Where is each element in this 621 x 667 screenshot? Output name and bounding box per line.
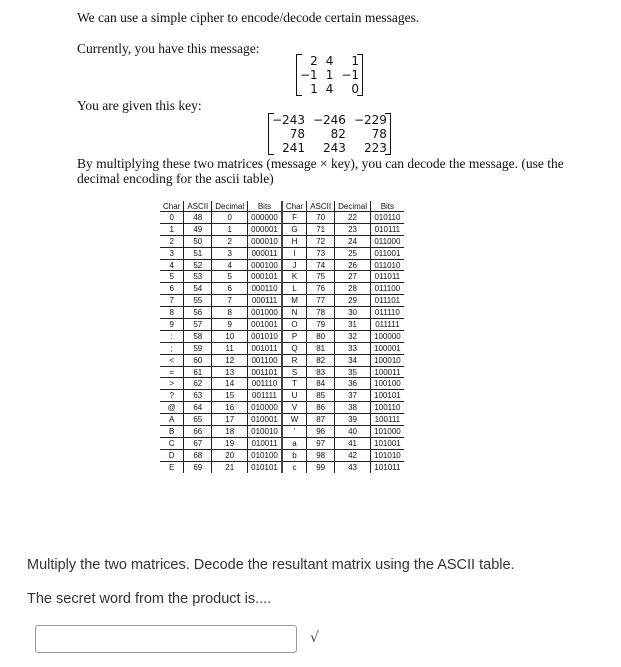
- table-cell: 1: [212, 223, 248, 235]
- table-cell: ': [282, 426, 307, 438]
- table-cell: 000110: [248, 283, 282, 295]
- message-matrix-cell: 2: [310, 54, 318, 68]
- table-cell: 100110: [371, 402, 404, 414]
- table-cell: I: [282, 247, 307, 259]
- table-cell: 25: [335, 247, 371, 259]
- table-cell: 97: [307, 437, 335, 449]
- table-cell: 29: [335, 295, 371, 307]
- key-matrix-cell: 78: [289, 127, 305, 141]
- table-cell: 31: [335, 319, 371, 331]
- table-cell: 81: [307, 342, 335, 354]
- table-row: [160, 223, 404, 235]
- table-cell: H: [282, 235, 307, 247]
- table-cell: 71: [307, 223, 335, 235]
- table-cell: 7: [212, 295, 248, 307]
- table-cell: 34: [335, 354, 371, 366]
- table-cell: 010011: [248, 437, 282, 449]
- table-cell: 74: [307, 259, 335, 271]
- table-row: [160, 271, 404, 283]
- table-cell: 73: [307, 247, 335, 259]
- table-cell: 001010: [248, 330, 282, 342]
- table-cell: U: [282, 390, 307, 402]
- table-cell: 010100: [248, 449, 282, 461]
- table-cell: 010101: [248, 461, 282, 472]
- table-row: [160, 437, 404, 449]
- table-cell: ?: [160, 390, 184, 402]
- table-cell: 001110: [248, 378, 282, 390]
- table-cell: 10: [212, 330, 248, 342]
- table-row: [160, 390, 404, 402]
- key-matrix-cell: 223: [364, 141, 387, 155]
- table-cell: 001111: [248, 390, 282, 402]
- table-cell: 16: [212, 402, 248, 414]
- table-cell: 6: [212, 283, 248, 295]
- table-cell: 76: [307, 283, 335, 295]
- table-cell: 5: [160, 271, 184, 283]
- secret-word-prompt: The secret word from the product is....: [27, 591, 272, 607]
- table-row: [160, 378, 404, 390]
- table-cell: ;: [160, 342, 184, 354]
- table-cell: :: [160, 330, 184, 342]
- table-cell: N: [282, 307, 307, 319]
- table-cell: W: [282, 414, 307, 426]
- table-cell: 64: [184, 402, 212, 414]
- table-cell: 42: [335, 449, 371, 461]
- table-cell: 75: [307, 271, 335, 283]
- table-cell: 56: [184, 307, 212, 319]
- table-cell: 3: [212, 247, 248, 259]
- column-header: Char: [282, 201, 307, 212]
- table-cell: 010111: [371, 223, 404, 235]
- table-cell: 83: [307, 366, 335, 378]
- table-cell: 001011: [248, 342, 282, 354]
- table-cell: 26: [335, 259, 371, 271]
- message-matrix-cell: 1: [351, 54, 360, 68]
- column-header: Decimal: [335, 201, 371, 212]
- table-cell: 0: [212, 212, 248, 224]
- message-matrix-cell: 0: [351, 82, 360, 96]
- table-cell: V: [282, 402, 307, 414]
- table-cell: 011111: [371, 319, 404, 331]
- table-row: [160, 402, 404, 414]
- table-cell: 000011: [248, 247, 282, 259]
- ascii-table: [160, 201, 404, 473]
- table-cell: 99: [307, 461, 335, 472]
- table-cell: 13: [212, 366, 248, 378]
- table-row: [160, 235, 404, 247]
- table-cell: 101010: [371, 449, 404, 461]
- table-cell: 4: [160, 259, 184, 271]
- table-row: [160, 247, 404, 259]
- table-cell: 85: [307, 390, 335, 402]
- table-cell: 20: [212, 449, 248, 461]
- table-cell: 51: [184, 247, 212, 259]
- table-cell: 33: [335, 342, 371, 354]
- table-cell: 001001: [248, 319, 282, 331]
- table-cell: J: [282, 259, 307, 271]
- instruction-line-2: decimal encoding for the ascii table): [77, 171, 274, 186]
- math-editor-icon[interactable]: √: [310, 630, 319, 646]
- key-matrix-cell: −229: [353, 113, 387, 127]
- table-cell: 78: [307, 307, 335, 319]
- table-cell: 35: [335, 366, 371, 378]
- table-cell: K: [282, 271, 307, 283]
- table-cell: 011101: [371, 295, 404, 307]
- table-row: [160, 307, 404, 319]
- table-cell: 98: [307, 449, 335, 461]
- table-cell: 48: [184, 212, 212, 224]
- table-cell: 101011: [371, 461, 404, 472]
- table-cell: 96: [307, 426, 335, 438]
- table-cell: 010110: [371, 212, 404, 224]
- table-cell: 011011: [371, 271, 404, 283]
- table-cell: 69: [184, 461, 212, 472]
- table-cell: 55: [184, 295, 212, 307]
- table-cell: O: [282, 319, 307, 331]
- table-cell: 000001: [248, 223, 282, 235]
- table-cell: 24: [335, 235, 371, 247]
- table-cell: M: [282, 295, 307, 307]
- key-matrix-cell: 243: [323, 141, 346, 155]
- table-cell: 2: [160, 235, 184, 247]
- question-text: Multiply the two matrices. Decode the resultant matrix using the ASCII table.: [27, 557, 515, 573]
- table-cell: S: [282, 366, 307, 378]
- table-cell: 001000: [248, 307, 282, 319]
- table-cell: 100011: [371, 366, 404, 378]
- table-cell: 101001: [371, 437, 404, 449]
- table-cell: P: [282, 330, 307, 342]
- message-matrix-cell: −1: [300, 68, 318, 82]
- table-cell: D: [160, 449, 184, 461]
- table-cell: 6: [160, 283, 184, 295]
- table-cell: 17: [212, 414, 248, 426]
- key-label: You are given this key:: [77, 98, 202, 113]
- table-cell: 100000: [371, 330, 404, 342]
- table-cell: 0: [160, 212, 184, 224]
- table-cell: b: [282, 449, 307, 461]
- table-cell: 011001: [371, 247, 404, 259]
- table-cell: =: [160, 366, 184, 378]
- table-cell: @: [160, 402, 184, 414]
- table-cell: 011000: [371, 235, 404, 247]
- table-cell: 52: [184, 259, 212, 271]
- table-cell: 19: [212, 437, 248, 449]
- table-cell: 000100: [248, 259, 282, 271]
- table-cell: L: [282, 283, 307, 295]
- table-cell: 15: [212, 390, 248, 402]
- table-cell: 65: [184, 414, 212, 426]
- table-cell: c: [282, 461, 307, 472]
- table-cell: 66: [184, 426, 212, 438]
- table-cell: 100101: [371, 390, 404, 402]
- message-label: Currently, you have this message:: [77, 41, 260, 56]
- table-cell: 57: [184, 319, 212, 331]
- message-matrix: [296, 54, 363, 96]
- table-cell: 1: [160, 223, 184, 235]
- column-header: Char: [163, 201, 181, 211]
- table-cell: 101000: [371, 426, 404, 438]
- key-matrix-cell: 241: [282, 141, 305, 155]
- key-matrix-cell: 82: [330, 127, 346, 141]
- table-cell: 32: [335, 330, 371, 342]
- table-row: [160, 414, 404, 426]
- table-cell: 62: [184, 378, 212, 390]
- table-cell: 49: [184, 223, 212, 235]
- table-cell: 000000: [248, 212, 282, 224]
- intro-text: We can use a simple cipher to encode/decode certain messages.: [77, 10, 420, 25]
- key-matrix-cell: 78: [371, 127, 387, 141]
- table-cell: 27: [335, 271, 371, 283]
- table-cell: 18: [212, 426, 248, 438]
- table-cell: 87: [307, 414, 335, 426]
- table-cell: 100001: [371, 342, 404, 354]
- table-cell: 60: [184, 354, 212, 366]
- table-cell: 72: [307, 235, 335, 247]
- column-header: Bits: [248, 201, 282, 212]
- table-row: [160, 295, 404, 307]
- table-cell: 100100: [371, 378, 404, 390]
- table-row: [160, 259, 404, 271]
- table-cell: 7: [160, 295, 184, 307]
- message-matrix-cell: −1: [341, 68, 360, 82]
- table-cell: 39: [335, 414, 371, 426]
- table-cell: 86: [307, 402, 335, 414]
- table-cell: 11: [212, 342, 248, 354]
- table-cell: 37: [335, 390, 371, 402]
- table-cell: 50: [184, 235, 212, 247]
- table-cell: 3: [160, 247, 184, 259]
- table-row: [160, 319, 404, 331]
- table-cell: 9: [160, 319, 184, 331]
- table-cell: 58: [184, 330, 212, 342]
- table-cell: Q: [282, 342, 307, 354]
- table-cell: 68: [184, 449, 212, 461]
- key-matrix-cell: −246: [312, 113, 346, 127]
- table-cell: 36: [335, 378, 371, 390]
- table-cell: E: [160, 461, 184, 472]
- table-cell: 011010: [371, 259, 404, 271]
- table-cell: 80: [307, 330, 335, 342]
- table-cell: 43: [335, 461, 371, 472]
- key-matrix: [268, 113, 391, 155]
- table-cell: 4: [212, 259, 248, 271]
- column-header: Bits: [371, 201, 404, 212]
- table-cell: 21: [212, 461, 248, 472]
- table-cell: 8: [160, 307, 184, 319]
- message-matrix-cell: 4: [325, 54, 334, 68]
- table-cell: 59: [184, 342, 212, 354]
- column-header: ASCII: [307, 201, 335, 212]
- table-row: [160, 426, 404, 438]
- table-cell: G: [282, 223, 307, 235]
- table-cell: 12: [212, 354, 248, 366]
- table-row: [160, 212, 404, 224]
- table-cell: 8: [212, 307, 248, 319]
- table-cell: 23: [335, 223, 371, 235]
- table-cell: 2: [212, 235, 248, 247]
- table-row: [160, 366, 404, 378]
- table-cell: >: [160, 378, 184, 390]
- table-cell: 77: [307, 295, 335, 307]
- table-cell: C: [160, 437, 184, 449]
- table-cell: 38: [335, 402, 371, 414]
- table-cell: 22: [335, 212, 371, 224]
- table-cell: 011100: [371, 283, 404, 295]
- table-cell: 40: [335, 426, 371, 438]
- table-cell: 84: [307, 378, 335, 390]
- table-cell: 41: [335, 437, 371, 449]
- table-cell: <: [160, 354, 184, 366]
- table-cell: 28: [335, 283, 371, 295]
- table-cell: 010000: [248, 402, 282, 414]
- column-header: Decimal: [212, 201, 248, 212]
- message-matrix-cell: 1: [310, 82, 318, 96]
- table-cell: 79: [307, 319, 335, 331]
- table-cell: 000101: [248, 271, 282, 283]
- table-row: [160, 330, 404, 342]
- table-cell: 100010: [371, 354, 404, 366]
- table-row: [160, 342, 404, 354]
- table-cell: 53: [184, 271, 212, 283]
- table-cell: 001101: [248, 366, 282, 378]
- table-row: [160, 283, 404, 295]
- table-cell: 5: [212, 271, 248, 283]
- answer-input[interactable]: [35, 625, 297, 653]
- message-matrix-cell: 1: [325, 68, 334, 82]
- table-cell: T: [282, 378, 307, 390]
- table-cell: 70: [307, 212, 335, 224]
- table-cell: 67: [184, 437, 212, 449]
- column-header: ASCII: [184, 201, 212, 212]
- table-cell: 000010: [248, 235, 282, 247]
- table-cell: 010010: [248, 426, 282, 438]
- table-cell: A: [160, 414, 184, 426]
- table-cell: 14: [212, 378, 248, 390]
- table-cell: 001100: [248, 354, 282, 366]
- table-cell: 9: [212, 319, 248, 331]
- table-cell: B: [160, 426, 184, 438]
- table-cell: a: [282, 437, 307, 449]
- table-cell: R: [282, 354, 307, 366]
- table-row: [160, 461, 404, 472]
- table-cell: 61: [184, 366, 212, 378]
- instruction-line-1: By multiplying these two matrices (message × key), you can decode the message. (use the: [77, 156, 564, 171]
- key-matrix-cell: −243: [272, 113, 305, 127]
- table-cell: F: [282, 212, 307, 224]
- table-cell: 82: [307, 354, 335, 366]
- table-cell: 011110: [371, 307, 404, 319]
- table-row: [160, 354, 404, 366]
- table-cell: 63: [184, 390, 212, 402]
- table-cell: 010001: [248, 414, 282, 426]
- table-cell: 000111: [248, 295, 282, 307]
- table-row: [160, 449, 404, 461]
- table-cell: 30: [335, 307, 371, 319]
- table-cell: 54: [184, 283, 212, 295]
- table-cell: 100111: [371, 414, 404, 426]
- message-matrix-cell: 4: [325, 82, 334, 96]
